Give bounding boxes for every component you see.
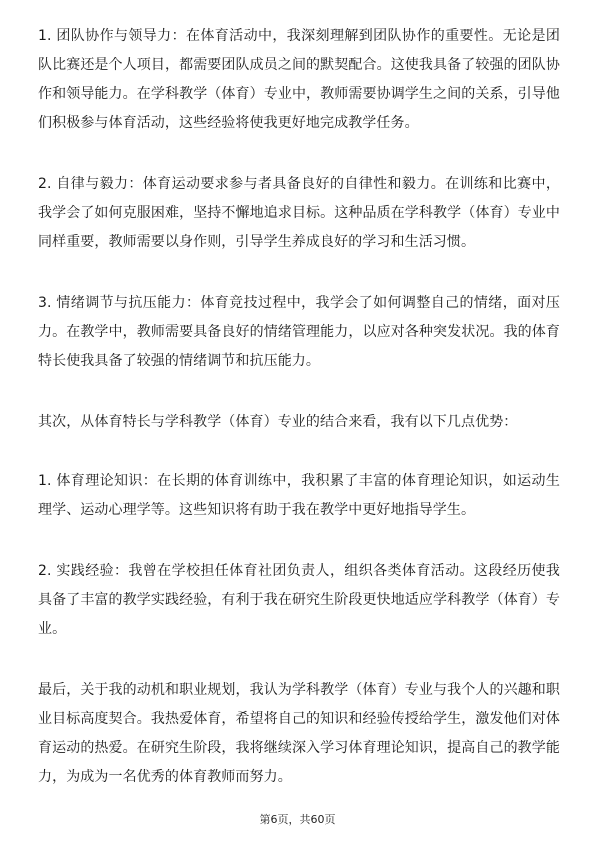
paragraph-self-discipline: 2. 自律与毅力：体育运动要求参与者具备良好的自律性和毅力。在训练和比赛中，我学会了如何克服困难，坚持不懈地追求目标。这种品质在学科教学（体育）专业中同样重要，教师需要以身作则，引导学生养成良好的学习和生活习惯。 [38,176,560,250]
paragraph-practical-experience: 2. 实践经验：我曾在学校担任体育社团负责人，组织各类体育活动。这段经历使我具备了丰富的教学实践经验，有利于我在研究生阶段更快地适应学科教学（体育）专业。 [38,563,560,637]
paragraph-advantages-intro: 其次，从体育特长与学科教学（体育）专业的结合来看，我有以下几点优势： [38,414,518,430]
paragraph-motivation-career: 最后，关于我的动机和职业规划，我认为学科教学（体育）专业与我个人的兴趣和职业目标高度契合。我热爱体育，希望将自己的知识和经验传授给学生，激发他们对体育运动的热爱。在研究生阶段，我将继续深入学习体育理论知识，提高自己的教学能力，为成为一名优秀的体育教师而努力。 [38,682,560,785]
document-body [38,22,560,824]
paragraph-theory-knowledge: 1. 体育理论知识：在长期的体育训练中，我积累了丰富的体育理论知识，如运动生理学、运动心理学等。这些知识将有助于我在教学中更好地指导学生。 [38,473,560,518]
paragraph-teamwork-leadership: 1. 团队协作与领导力：在体育活动中，我深刻理解到团队协作的重要性。无论是团队比赛还是个人项目，都需要团队成员之间的默契配合。这使我具备了较强的团队协作和领导能力。在学科教学（体育）专业中，教师需要协调学生之间的关系，引导他们积极参与体育活动，这些经验将使我更好地完成教学任务。 [38,28,560,131]
paragraph-emotion-regulation: 3. 情绪调节与抗压能力：体育竞技过程中，我学会了如何调整自己的情绪，面对压力。在教学中，教师需要具备良好的情绪管理能力，以应对各种突发状况。我的体育特长使我具备了较强的情绪调节和抗压能力。 [38,295,560,369]
page-number-footer: 第6页，共60页 [259,813,336,826]
